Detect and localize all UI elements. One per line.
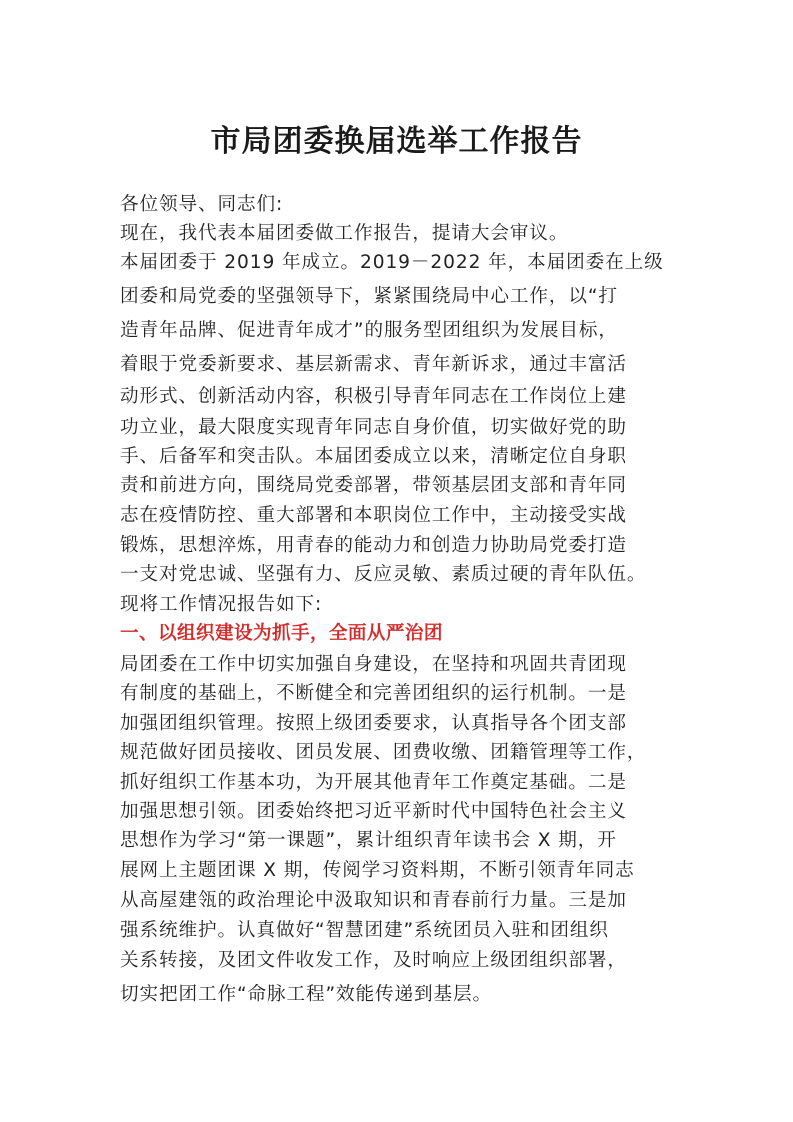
paragraph-line: 动形式、创新活动内容，积极引导青年同志在工作岗位上建 (120, 386, 627, 407)
paragraph-line: 功立业，最大限度实现青年同志自身价值，切实做好党的助 (120, 417, 627, 438)
paragraph-line: 有制度的基础上，不断健全和完善团组织的运行机制。一是 (120, 683, 627, 704)
paragraph-line: 志在疫情防控、重大部署和本职岗位工作中，主动接受实战 (120, 505, 627, 526)
paragraph-line: 造青年品牌、促进青年成才”的服务型团组织为发展目标， (120, 320, 618, 341)
paragraph-line: 切实把团工作“命脉工程”效能传递到基层。 (120, 984, 492, 1005)
paragraph-line: 手、后备军和突击队。本届团委成立以来，清晰定位自身职 (120, 446, 627, 467)
paragraph-line: 强系统维护。认真做好“智慧团建”系统团员入驻和团组织 (120, 920, 609, 941)
document-title: 市局团委换届选举工作报告 (210, 124, 583, 159)
paragraph-line: 展网上主题团课 X 期，传阅学习资料期，不断引领青年同志 (120, 860, 635, 881)
paragraph-line: 各位领导、同志们: (120, 194, 284, 215)
paragraph-line: 锻炼，思想淬炼，用青春的能动力和创造力协助局党委打造 (120, 535, 627, 556)
paragraph-line: 本届团委于 2019 年成立。2019－2022 年，本届团委在上级 (120, 252, 664, 273)
paragraph-line: 现在，我代表本届团委做工作报告，提请大会审议。 (120, 223, 569, 244)
paragraph-line: 关系转接，及团文件收发工作，及时响应上级团组织部署， (120, 950, 627, 971)
paragraph-line: 团委和局党委的坚强领导下，紧紧围绕局中心工作，以“打 (120, 286, 618, 307)
paragraph-line: 一支对党忠诚、坚强有力、反应灵敏、素质过硬的青年队伍。 (120, 564, 647, 585)
paragraph-line: 责和前进方向，围绕局党委部署，带领基层团支部和青年同 (120, 475, 627, 496)
paragraph-line: 局团委在工作中切实加强自身建设，在坚持和巩固共青团现 (120, 654, 627, 675)
paragraph-line: 规范做好团员接收、团员发展、团费收缴、团籍管理等工作， (120, 742, 647, 763)
paragraph-line: 着眼于党委新要求、基层新需求、青年新诉求，通过丰富活 (120, 354, 627, 375)
paragraph-line: 加强思想引领。团委始终把习近平新时代中国特色社会主义 (120, 801, 627, 822)
paragraph-line: 从高屋建瓴的政治理论中汲取知识和青春前行力量。三是加 (120, 890, 627, 911)
section-heading: 一、以组织建设为抓手，全面从严治团 (120, 623, 443, 644)
paragraph-line: 加强团组织管理。按照上级团委要求，认真指导各个团支部 (120, 713, 627, 734)
paragraph-line: 现将工作情况报告如下: (120, 594, 323, 615)
paragraph-line: 思想作为学习“第一课题”，累计组织青年读书会 X 期，开 (120, 830, 617, 851)
paragraph-line: 抓好组织工作基本功，为开展其他青年工作奠定基础。二是 (120, 772, 627, 793)
